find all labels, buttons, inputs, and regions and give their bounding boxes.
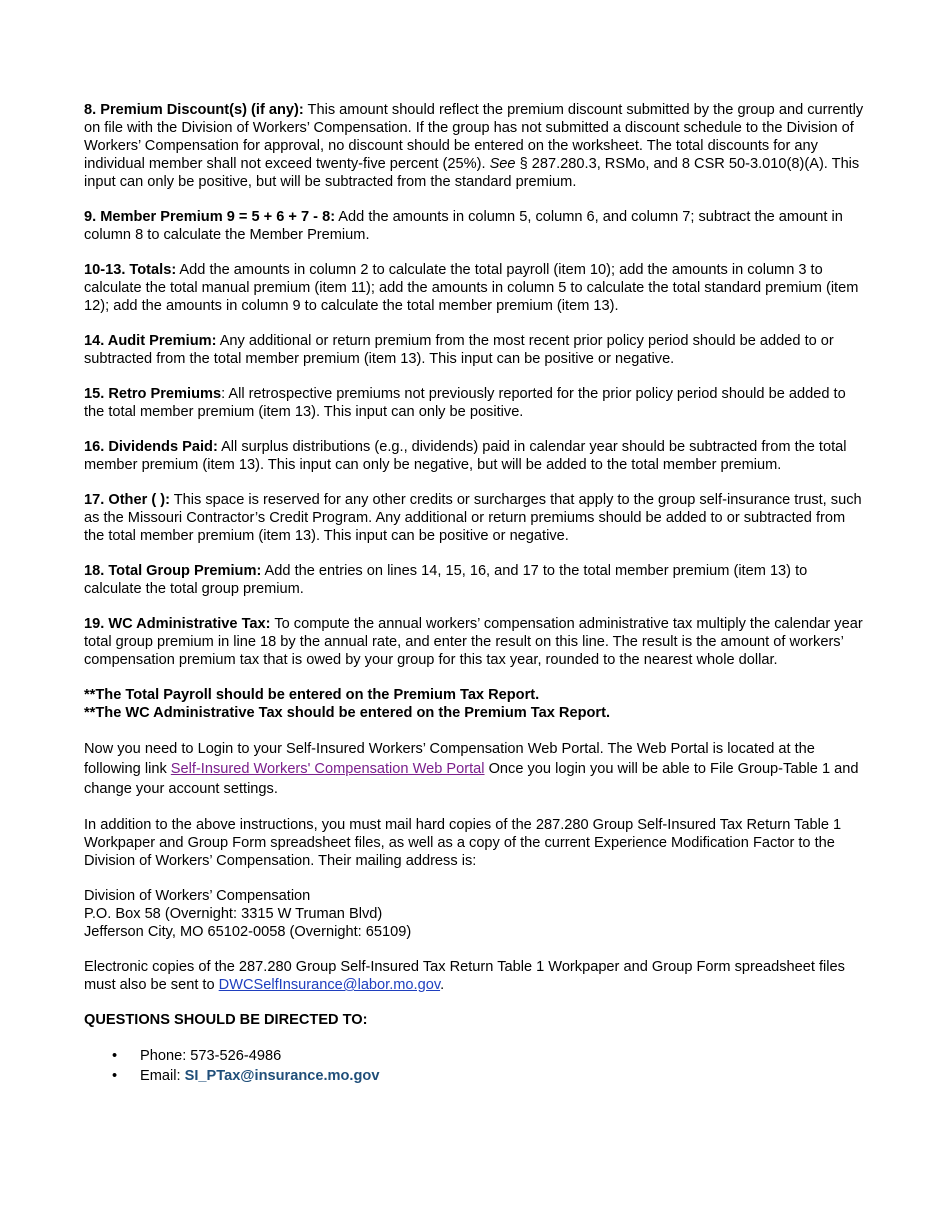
item-14-audit-premium	[84, 332, 868, 368]
item-17-heading: 17. Other ( ):	[84, 492, 170, 508]
address-line-1: Division of Workers’ Compensation	[84, 888, 311, 904]
web-portal-paragraph	[84, 739, 868, 799]
item-9-member-premium	[84, 208, 868, 244]
address-line-2: P.O. Box 58 (Overnight: 3315 W Truman Blvd)	[84, 906, 383, 922]
item-19-heading: 19. WC Administrative Tax:	[84, 616, 271, 632]
electronic-copies-paragraph	[84, 958, 868, 994]
item-16-heading: 16. Dividends Paid:	[84, 439, 218, 455]
item-19-text: To compute the annual workers’ compensation administrative tax multiply the calendar year total group premium in line 18 by the annual rate, and enter the result on this line. The result is the amount of workers’ compensation premium tax that is owed by your group for this tax year, rounded to the nearest whole dollar.	[84, 616, 863, 668]
portal-text-a: Now you need to Login to your Self-Insured Workers’ Compensation Web Portal. The Web Portal is located at the following link	[84, 741, 815, 777]
item-15-text: : All retrospective premiums not previously reported for the prior policy period should be added to the total member premium (item 13). This input can only be positive.	[84, 386, 846, 420]
item-19-wc-administrative-tax	[84, 615, 868, 669]
report-notes	[84, 686, 868, 722]
web-portal-link[interactable]: Self-Insured Workers' Compensation Web Portal	[170, 761, 485, 777]
bullet-icon: •	[112, 1048, 118, 1064]
item-10-13-totals	[84, 261, 868, 315]
item-8-premium-discount	[84, 101, 868, 191]
item-17-text: This space is reserved for any other credits or surcharges that apply to the group self-insurance trust, such as the Missouri Contractor’s Credit Program. Any additional or return premiums should be added to or subtracted from the total member premium (item 13). This input can be positive or negative.	[84, 492, 862, 544]
item-9-text: Add the amounts in column 5, column 6, and column 7; subtract the amount in column 8 to calculate the Member Premium.	[84, 209, 843, 243]
item-18-text: Add the entries on lines 14, 15, 16, and 17 to the total member premium (item 13) to calculate the total group premium.	[84, 563, 808, 597]
electronic-text-a: Electronic copies of the 287.280 Group Self-Insured Tax Return Table 1 Workpaper and Group Form spreadsheet files must also be sent to	[84, 959, 845, 993]
item-15-retro-premiums	[84, 385, 868, 421]
mail-instructions: In addition to the above instructions, you must mail hard copies of the 287.280 Group Self-Insured Tax Return Table 1 Workpaper and Group Form spreadsheet files, as well as a copy of the current Experience Modification Factor to the Division of Workers’ Compensation. Their mailing address is:	[84, 817, 842, 869]
contact-phone	[84, 1046, 868, 1066]
address-line-3: Jefferson City, MO 65102-0058 (Overnight: 65109)	[84, 924, 412, 940]
item-16-dividends-paid	[84, 438, 868, 474]
phone-label: Phone: 573-526-4986	[140, 1048, 282, 1064]
questions-heading: QUESTIONS SHOULD BE DIRECTED TO:	[84, 1012, 368, 1028]
item-14-text: Any additional or return premium from the most recent prior policy period should be added to or subtracted from the total member premium (item 13). This input can be positive or negative.	[84, 333, 834, 367]
instructions-page	[84, 101, 868, 1086]
item-10-13-text: Add the amounts in column 2 to calculate the total payroll (item 10); add the amounts in column 3 to calculate the total manual premium (item 11); add the amounts in column 5 to calculate the total standard premium (item 12); add the amounts in column 9 to calculate the total member premium (item 13).	[84, 262, 859, 314]
mailing-address	[84, 887, 868, 941]
note-wc-admin-tax: **The WC Administrative Tax should be entered on the Premium Tax Report.	[84, 705, 611, 721]
electronic-text-b: .	[440, 977, 445, 993]
portal-text-b: Once you login you will be able to File Group-Table 1 and change your account settings.	[84, 761, 859, 797]
dwc-email-link[interactable]: DWCSelfInsurance@labor.mo.gov	[218, 977, 441, 993]
item-8-heading: 8. Premium Discount(s) (if any):	[84, 102, 304, 118]
item-9-heading: 9. Member Premium 9 = 5 + 6 + 7 - 8:	[84, 209, 336, 225]
contact-email	[84, 1066, 868, 1086]
contact-email-value[interactable]: SI_PTax@insurance.mo.gov	[184, 1068, 380, 1084]
item-16-text: All surplus distributions (e.g., dividends) paid in calendar year should be subtracted from the total member premium (item 13). This input can only be negative, but will be added to the total member premium.	[84, 439, 847, 473]
item-8-see: See	[489, 156, 516, 172]
item-10-13-heading: 10-13. Totals:	[84, 262, 177, 278]
item-18-total-group-premium	[84, 562, 868, 598]
item-17-other	[84, 491, 868, 545]
item-8-text-b: § 287.280.3, RSMo, and 8 CSR 50-3.010(8)(A). This input can only be positive, but will be subtracted from the standard premium.	[84, 156, 860, 190]
contact-list	[84, 1046, 868, 1086]
note-total-payroll: **The Total Payroll should be entered on the Premium Tax Report.	[84, 687, 540, 703]
item-15-heading: 15. Retro Premiums	[84, 386, 222, 402]
bullet-icon: •	[112, 1068, 118, 1084]
email-label: Email:	[140, 1068, 185, 1084]
item-14-heading: 14. Audit Premium:	[84, 333, 217, 349]
item-18-heading: 18. Total Group Premium:	[84, 563, 262, 579]
item-8-text-a: This amount should reflect the premium discount submitted by the group and currently on file with the Division of Workers’ Compensation. If the group has not submitted a discount schedule to the Division of Workers’ Compensation for approval, no discount should be entered on the worksheet. The total discounts for any individual member shall not exceed twenty-five percent (25%).	[84, 102, 864, 172]
